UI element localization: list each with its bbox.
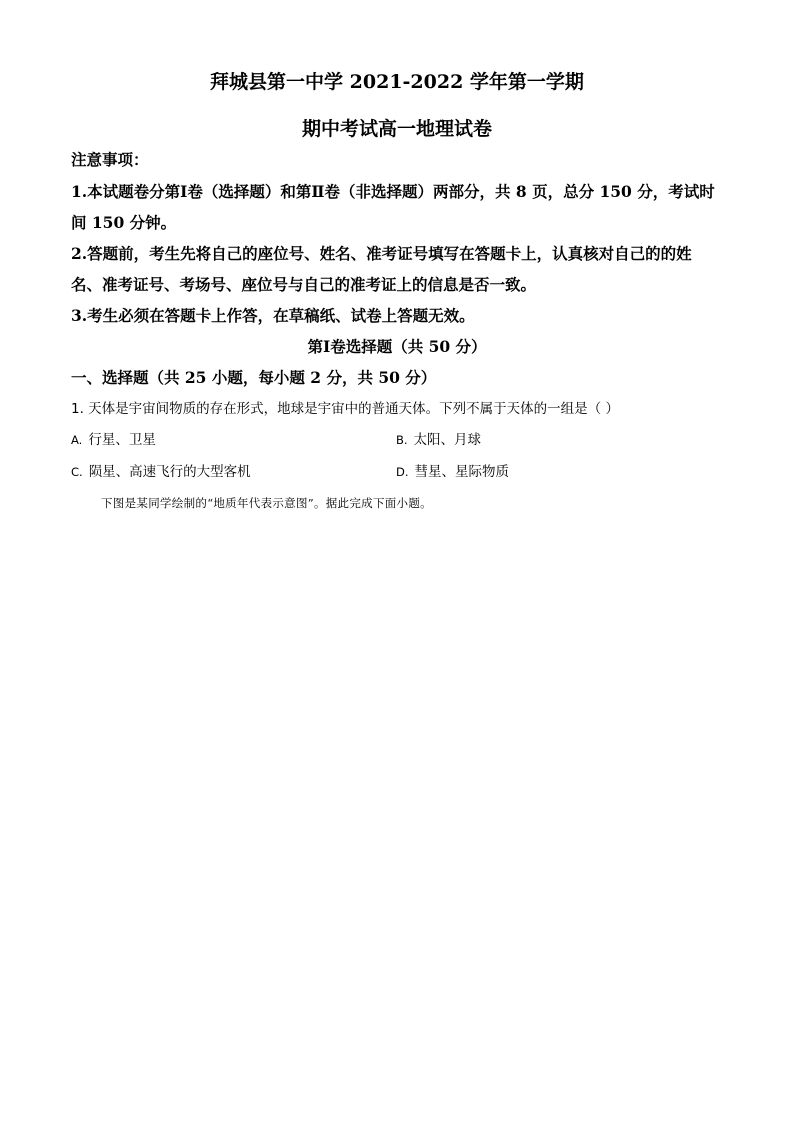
question-1-option-a [71,431,156,449]
option-text: 行星、卫星 [88,432,156,448]
option-letter: C. [71,465,83,479]
exam-title-line1: 拜城县第一中学 2021-2022 学年第一学期 [210,71,584,93]
option-text: 陨星、高速飞行的大型客机 [88,464,251,480]
figure-intro-text: 下图是某同学绘制的“地质年代表示意图”。据此完成下面小题。 [101,496,432,510]
option-text: 彗星、星际物质 [414,464,510,480]
option-letter: A. [71,433,83,447]
option-letter: D. [396,465,409,479]
question-1-option-d [396,463,509,481]
question-1-stem: 1. 天体是宇宙间物质的存在形式，地球是宇宙中的普通天体。下列不属于天体的一组是（ ） [71,401,619,417]
question-1-option-b [396,431,481,449]
note-item-3: 3.考生必须在答题卡上作答，在草稿纸、试卷上答题无效。 [71,306,475,325]
option-text: 太阳、月球 [413,432,482,448]
notes-heading: 注意事项： [71,150,149,169]
question-1-option-c [71,463,251,481]
part-title: 一、选择题（共 25 小题，每小题 2 分，共 50 分） [71,368,437,387]
exam-title-line2: 期中考试高一地理试卷 [301,118,492,140]
note-item-1: 1.本试题卷分第Ⅰ卷（选择题）和第Ⅱ卷（非选择题）两部分，共 8 页，总分 150 分，考试时间 150 分钟。 [71,182,715,232]
option-letter: B. [396,433,408,447]
section-title: 第Ⅰ卷选择题（共 50 分） [307,337,487,356]
note-item-2: 2.答题前，考生先将自己的座位号、姓名、准考证号填写在答题卡上，认真核对自己的的姓名、准考证号、考场号、座位号与自己的准考证上的信息是否一致。 [71,244,692,294]
